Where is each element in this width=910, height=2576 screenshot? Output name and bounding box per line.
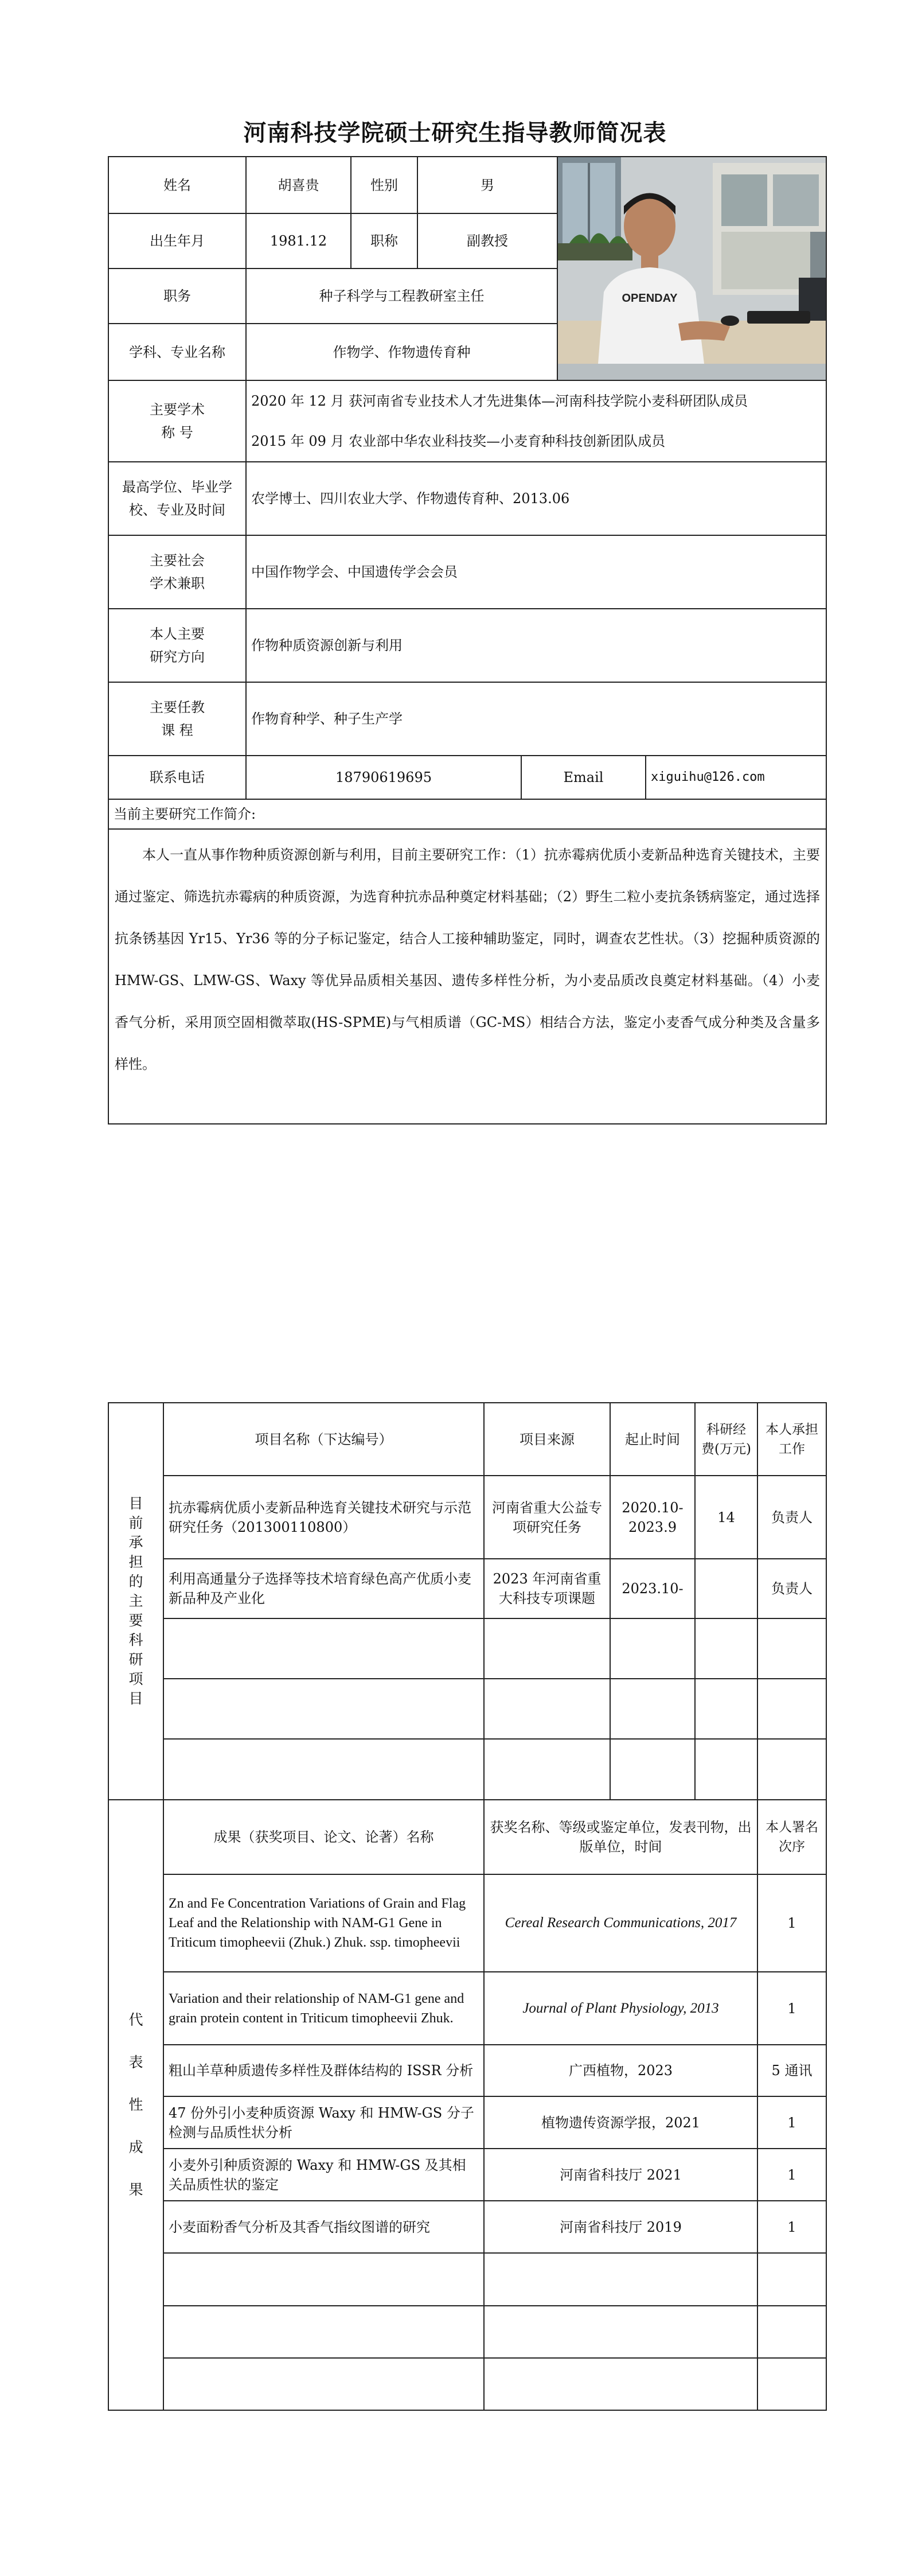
teaching-value: 作物育种学、种子生产学 — [246, 682, 826, 756]
achievements-header-order: 本人署名次序 — [757, 1800, 826, 1874]
achievement-name — [163, 2253, 484, 2306]
achievement-name: Zn and Fe Concentration Variations of Grain and Flag Leaf and the Relationship with NAM-G1 Gene in Triticum timopheevii (Zhuk.) Zhuk. ssp. timopheevii — [163, 1874, 484, 1972]
phone-label: 联系电话 — [108, 756, 246, 799]
achievement-row — [108, 2149, 826, 2201]
achievement-name: 小麦面粉香气分析及其香气指纹图谱的研究 — [163, 2201, 484, 2253]
achievement-name: 47 份外引小麦种质资源 Waxy 和 HMW-GS 分子检测与品质性状分析 — [163, 2096, 484, 2149]
project-period — [610, 1679, 695, 1739]
achievements-side-label: 代 表 性 成 果 — [108, 1800, 163, 2410]
name-value: 胡喜贵 — [246, 157, 351, 213]
projects-achievements-table — [108, 1402, 827, 2411]
research-label: 本人主要 研究方向 — [108, 609, 246, 682]
achievement-order: 1 — [757, 2201, 826, 2253]
teaching-label: 主要任教 课 程 — [108, 682, 246, 756]
birth-label: 出生年月 — [108, 213, 246, 269]
project-role — [757, 1739, 826, 1800]
discipline-value: 作物学、作物遗传育种 — [246, 324, 557, 380]
project-role — [757, 1679, 826, 1739]
achievement-order: 1 — [757, 1972, 826, 2045]
honors-value — [246, 380, 826, 462]
project-source — [484, 1679, 610, 1739]
achievement-row — [108, 2096, 826, 2149]
portrait-image — [558, 157, 826, 364]
achievement-venue — [484, 2253, 757, 2306]
projects-header-funding: 科研经费(万元) — [695, 1403, 757, 1476]
achievement-name — [163, 2306, 484, 2358]
achievement-venue: Cereal Research Communications, 2017 — [484, 1874, 757, 1972]
achievement-order — [757, 2306, 826, 2358]
achievement-order: 1 — [757, 2096, 826, 2149]
email-value: xiguihu@126.com — [646, 756, 826, 799]
achievement-venue — [484, 2358, 757, 2410]
project-row — [108, 1559, 826, 1618]
projects-header-role: 本人承担工作 — [757, 1403, 826, 1476]
degree-label: 最高学位、毕业学 校、专业及时间 — [108, 462, 246, 535]
project-role — [757, 1618, 826, 1679]
project-period: 2023.10- — [610, 1559, 695, 1618]
portrait-photo — [557, 157, 826, 380]
project-funding — [695, 1618, 757, 1679]
name-label: 姓名 — [108, 157, 246, 213]
achievement-name — [163, 2358, 484, 2410]
project-name — [163, 1739, 484, 1800]
phone-value: 18790619695 — [246, 756, 521, 799]
achievement-row — [108, 1874, 826, 1972]
society-value: 中国作物学会、中国遗传学会会员 — [246, 535, 826, 609]
honor-item: 2020 年 12 月 获河南省专业技术人才先进集体—河南科技学院小麦科研团队成员 — [251, 393, 748, 409]
achievement-row — [108, 2358, 826, 2410]
achievement-order — [757, 2358, 826, 2410]
achievement-row — [108, 2201, 826, 2253]
achievement-order: 1 — [757, 1874, 826, 1972]
page-title: 河南科技学院硕士研究生指导教师简况表 — [243, 120, 667, 146]
summary-body — [108, 829, 826, 1124]
achievement-name: 小麦外引种质资源的 Waxy 和 HMW-GS 及其相关品质性状的鉴定 — [163, 2149, 484, 2201]
project-funding — [695, 1739, 757, 1800]
achievements-header-venue: 获奖名称、等级或鉴定单位，发表刊物，出版单位，时间 — [484, 1800, 757, 1874]
discipline-label: 学科、专业名称 — [108, 324, 246, 380]
project-row — [108, 1476, 826, 1559]
achievement-row — [108, 1972, 826, 2045]
shirt-text: OPENDAY — [622, 292, 678, 305]
achievement-order: 5 通讯 — [757, 2045, 826, 2096]
project-period — [610, 1739, 695, 1800]
projects-header-source: 项目来源 — [484, 1403, 610, 1476]
position-value: 种子科学与工程教研室主任 — [246, 269, 557, 324]
achievement-order: 1 — [757, 2149, 826, 2201]
project-row — [108, 1679, 826, 1739]
honors-label: 主要学术 称 号 — [108, 380, 246, 462]
project-role: 负责人 — [757, 1559, 826, 1618]
gender-value: 男 — [417, 157, 557, 213]
summary-text: 本人一直从事作物种质资源创新与利用，目前主要研究工作：（1）抗赤霉病优质小麦新品种选育关键技术，主要通过鉴定、筛选抗赤霉病的种质资源，为选育种抗赤品种奠定材料基础；（2）野生二粒小麦抗条锈病鉴定，通过选择抗条锈基因 Yr15、Yr36 等的分子标记鉴定，结合人工接种辅助鉴定，同时，调查农艺性状。（3）挖掘种质资源的 HMW-GS、LMW-GS、Waxy 等优异品质相关基因、遗传多样性分析，为小麦品质改良奠定材料基础。（4）小麦香气分析，采用顶空固相微萃取(HS-SPME)与气相质谱（GC-MS）相结合方法，鉴定小麦香气成分种类及含量多样性。 — [115, 847, 820, 1072]
email-label: Email — [521, 756, 646, 799]
achievement-row — [108, 2045, 826, 2096]
project-source: 2023 年河南省重大科技专项课题 — [484, 1559, 610, 1618]
achievement-venue: 河南省科技厅 2021 — [484, 2149, 757, 2201]
project-name — [163, 1679, 484, 1739]
achievement-venue: 广西植物，2023 — [484, 2045, 757, 2096]
degree-value: 农学博士、四川农业大学、作物遗传育种、2013.06 — [246, 462, 826, 535]
project-source — [484, 1739, 610, 1800]
birth-value: 1981.12 — [246, 213, 351, 269]
achievement-venue: 河南省科技厅 2019 — [484, 2201, 757, 2253]
project-period — [610, 1618, 695, 1679]
project-row — [108, 1618, 826, 1679]
projects-header-period: 起止时间 — [610, 1403, 695, 1476]
achievement-row — [108, 2253, 826, 2306]
achievements-header-name: 成果（获奖项目、论文、论著）名称 — [163, 1800, 484, 1874]
profile-table — [108, 156, 827, 1124]
rank-label: 职称 — [351, 213, 417, 269]
achievement-venue: Journal of Plant Physiology, 2013 — [484, 1972, 757, 2045]
project-name: 抗赤霉病优质小麦新品种选育关键技术研究与示范 研究任务（201300110800） — [163, 1476, 484, 1559]
project-source: 河南省重大公益专项研究任务 — [484, 1476, 610, 1559]
project-funding — [695, 1559, 757, 1618]
projects-side-label: 目 前 承 担 的 主 要 科 研 项 目 — [108, 1403, 163, 1800]
project-name: 利用高通量分子选择等技术培育绿色高产优质小麦新品种及产业化 — [163, 1559, 484, 1618]
achievement-row — [108, 2306, 826, 2358]
society-label: 主要社会 学术兼职 — [108, 535, 246, 609]
honor-item: 2015 年 09 月 农业部中华农业科技奖—小麦育种科技创新团队成员 — [251, 433, 666, 449]
project-funding: 14 — [695, 1476, 757, 1559]
achievement-name: Variation and their relationship of NAM-G1 gene and grain protein content in Triticum timopheevii Zhuk. — [163, 1972, 484, 2045]
position-label: 职务 — [108, 269, 246, 324]
achievement-name: 粗山羊草种质遗传多样性及群体结构的 ISSR 分析 — [163, 2045, 484, 2096]
projects-header-name: 项目名称（下达编号） — [163, 1403, 484, 1476]
project-source — [484, 1618, 610, 1679]
project-role: 负责人 — [757, 1476, 826, 1559]
achievement-venue — [484, 2306, 757, 2358]
project-funding — [695, 1679, 757, 1739]
project-row — [108, 1739, 826, 1800]
gender-label: 性别 — [351, 157, 417, 213]
project-name — [163, 1618, 484, 1679]
achievement-order — [757, 2253, 826, 2306]
achievement-venue: 植物遗传资源学报，2021 — [484, 2096, 757, 2149]
summary-heading: 当前主要研究工作简介: — [108, 799, 826, 829]
project-period: 2020.10-2023.9 — [610, 1476, 695, 1559]
rank-value: 副教授 — [417, 213, 557, 269]
research-value: 作物种质资源创新与利用 — [246, 609, 826, 682]
